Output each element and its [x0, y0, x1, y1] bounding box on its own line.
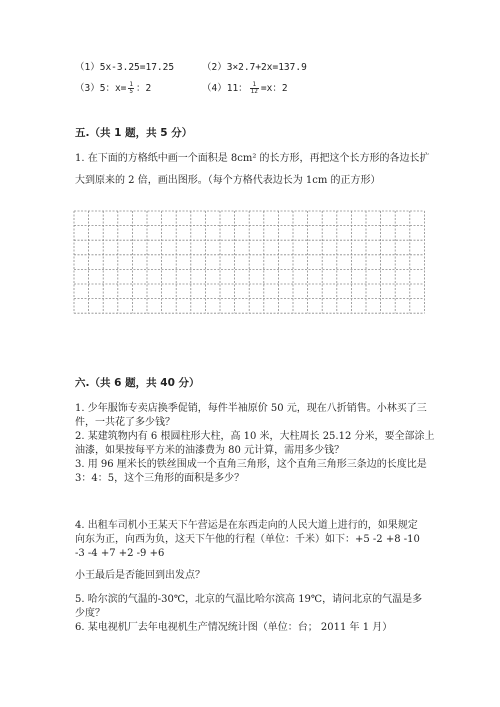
fraction-denominator: 5: [129, 88, 134, 95]
equation-2: （2）3×2.7+2x=137.9: [202, 62, 307, 73]
section-5-heading: 五.（共 1 题，共 5 分）: [75, 127, 193, 139]
section-6-q4-line2: 向东为正，向西为负，这天下午他的行程（单位：千米）如下：+5 -2 +8 -10: [75, 534, 420, 545]
section-5-q1-line1: 1. 在下面的方格纸中画一个面积是 8cm² 的长方形，再把这个长方形的各边长扩: [75, 153, 430, 164]
fraction-denominator: 12: [250, 88, 258, 95]
section-6-q1-line2: 件，一共花了多少钱？: [75, 417, 175, 428]
square-grid[interactable]: [73, 210, 427, 346]
equation-3-prefix: （3）5：x=: [75, 83, 127, 94]
section-6-q2-line1: 2. 某建筑物内有 6 根圆柱形大柱，高 10 米，大柱周长 25.12 分米，要全部涂上: [75, 431, 435, 442]
section-6-q3-line1: 3. 用 96 厘米长的铁丝围成一个直角三角形，这个直角三角形三条边的长度比是: [75, 459, 427, 470]
section-6-q4-line3: -3 -4 +7 +2 -9 +6: [75, 548, 165, 559]
section-6-q4-question: 小王最后是否能回到出发点？: [75, 570, 205, 581]
equation-4-prefix: （4）11：: [202, 83, 248, 94]
fraction-numerator: 1: [129, 81, 134, 88]
equation-4-suffix: =x：2: [260, 83, 288, 94]
section-6-q4-line1: 4. 出租车司机小王某天下午营运是在东西走向的人民大道上进行的，如果规定: [75, 520, 418, 531]
equation-4: [202, 82, 288, 95]
section-6-q5-line1: 5. 哈尔滨的气温的-30℃，北京的气温比哈尔滨高 19℃，请问北京的气温是多: [75, 594, 423, 605]
section-5-q1-line2: 大到原来的 2 倍，画出图形。（每个方格代表边长为 1cm 的正方形）: [75, 175, 381, 186]
equation-4-fraction: [250, 82, 259, 95]
section-6-q5-line2: 少度？: [75, 608, 105, 619]
equation-3: [75, 82, 151, 95]
section-6-heading: 六.（共 6 题，共 40 分）: [75, 377, 200, 389]
equation-3-fraction: [128, 82, 134, 95]
equation-1: （1）5x-3.25=17.25: [75, 62, 175, 73]
section-6-q1-line1: 1. 少年服饰专卖店换季促销，每件半袖原价 50 元，现在八折销售。小林买了三: [75, 403, 427, 414]
section-6-q3-line2: 3：4：5，这个三角形的面积是多少？: [75, 473, 245, 484]
fraction-numerator: 1: [250, 82, 259, 89]
section-6-q2-line2: 油漆，如果按每平方米的油漆费为 80 元计算，需用多少钱？: [75, 445, 345, 456]
section-6-q6-line1: 6. 某电视机厂去年电视机生产情况统计图（单位：台； 2011 年 1 月）: [75, 622, 393, 633]
equation-3-suffix: ：2: [136, 83, 152, 94]
